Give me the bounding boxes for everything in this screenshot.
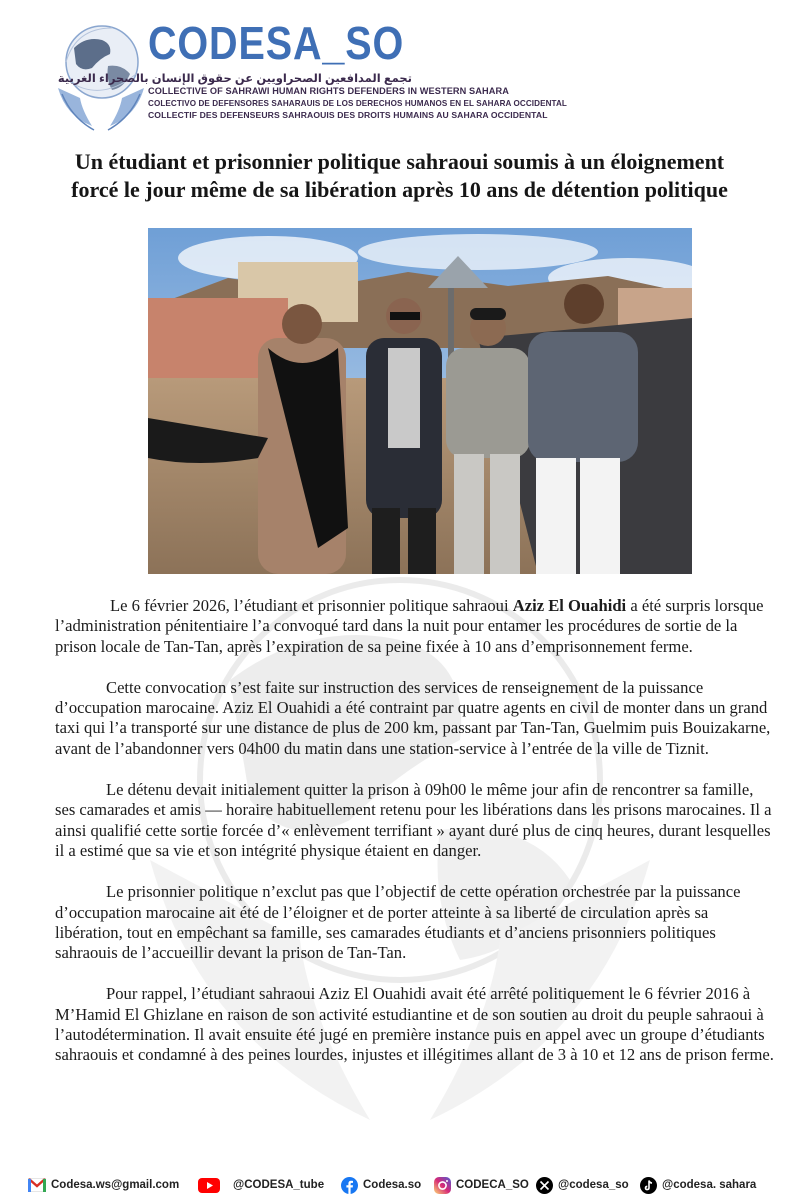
title-line-1: Un étudiant et prisonnier politique sahraoui soumis à un éloignement bbox=[74, 149, 725, 174]
tiktok-icon bbox=[640, 1177, 657, 1194]
x-logo-icon bbox=[536, 1177, 553, 1194]
footer-x[interactable]: @codesa_so bbox=[536, 1177, 629, 1193]
prisoner-name: Aziz El Ouahidi bbox=[512, 596, 627, 615]
footer-facebook[interactable]: Codesa.so bbox=[341, 1177, 421, 1193]
brand-line-es: COLECTIVO DE DEFENSORES SAHARAUIS DE LOS DERECHOS HUMANOS EN EL SAHARA OCCIDENTAL bbox=[148, 98, 567, 108]
paragraph-3: Le détenu devait initialement quitter la prison à 09h00 le même jour afin de rencontrer sa famille, ses camarades et amis — horaire habituellement retenu pour les libérations dans les prisons marocaines. Il a ainsi qualifié cette sortie forcée d’« enlèvement terrifiant » ayant duré plus de cinq heures, durant lesquelles il a estimé que sa vie et son intégrité physique étaient en danger. bbox=[55, 780, 772, 860]
title-line-2: forcé le jour même de sa libération après 10 ans de détention politique bbox=[71, 177, 728, 202]
facebook-icon bbox=[341, 1177, 358, 1194]
paragraph-1: Le 6 février 2026, l’étudiant et prisonnier politique sahraoui Aziz El Ouahidi a été surpris lorsque l’administration pénitentiaire l’a convoqué tard dans la nuit pour entamer les procédures de sortie de la prison locale de Tan-Tan, après l’expiration de sa peine fixée à 10 ans d’emprisonnement ferme. bbox=[55, 596, 764, 656]
footer-email[interactable]: Codesa.ws@gmail.com bbox=[28, 1177, 179, 1193]
paragraph-4: Le prisonnier politique n’exclut pas que l’objectif de cette opération orchestrée par la puissance d’occupation marocaine ait été de l’éloigner et de porter atteinte à sa liberté de circulation après sa libération, tout en empêchant sa famille, ses camarades étudiants et d’anciens prisonniers politiques sahraouis de l’accueillir devant la prison de Tan-Tan. bbox=[55, 882, 741, 963]
brand-block bbox=[57, 14, 567, 121]
footer-instagram[interactable]: CODECA_SO bbox=[434, 1177, 529, 1193]
group-photo bbox=[148, 228, 692, 574]
youtube-icon bbox=[198, 1178, 220, 1193]
article-body bbox=[55, 596, 775, 1087]
instagram-icon bbox=[434, 1177, 451, 1194]
paragraph-5: Pour rappel, l’étudiant sahraoui Aziz El Ouahidi avait été arrêté politiquement le 6 février 2016 à M’Hamid El Ghizlane en raison de son activité estudiantine et de son soutien au droit du peuple sahraoui à l’autodétermination. Il avait ensuite été jugé en première instance puis en appel avec un groupe d’étudiants sahraouis et condamné à des peines lourdes, injustes et illégitimes allant de 3 à 10 et 12 ans de prison ferme. bbox=[55, 984, 774, 1065]
footer-tiktok[interactable]: @codesa. sahara bbox=[640, 1177, 756, 1193]
document-title bbox=[30, 148, 769, 204]
brand-name: CODESA_SO bbox=[148, 17, 405, 69]
brand-arabic-line: تجمع المدافعين الصحراويين عن حقوق الإنسان بالصحراء الغربية bbox=[57, 73, 412, 85]
brand-line-fr: COLLECTIF DES DEFENSEURS SAHRAOUIS DES DROITS HUMAINS AU SAHARA OCCIDENTAL bbox=[148, 109, 548, 120]
gmail-icon bbox=[28, 1178, 46, 1192]
header bbox=[52, 14, 567, 140]
footer-contacts bbox=[0, 1168, 799, 1200]
paragraph-2: Cette convocation s’est faite sur instruction des services de renseignement de la puissance d’occupation marocaine. Aziz El Ouahidi a été contraint par quatre agents en civil de monter dans un grand taxi qui l’a transporté sur une distance de plus de 200 km, passant par Tan-Tan, Guelmim puis Bouizakarne, avant de l’abandonner vers 04h00 du matin dans une station-service à l’entrée de la ville de Tiznit. bbox=[55, 677, 771, 758]
footer-youtube[interactable]: @CODESA_tube bbox=[198, 1177, 324, 1193]
brand-line-en: COLLECTIVE OF SAHRAWI HUMAN RIGHTS DEFENDERS IN WESTERN SAHARA bbox=[148, 86, 509, 96]
